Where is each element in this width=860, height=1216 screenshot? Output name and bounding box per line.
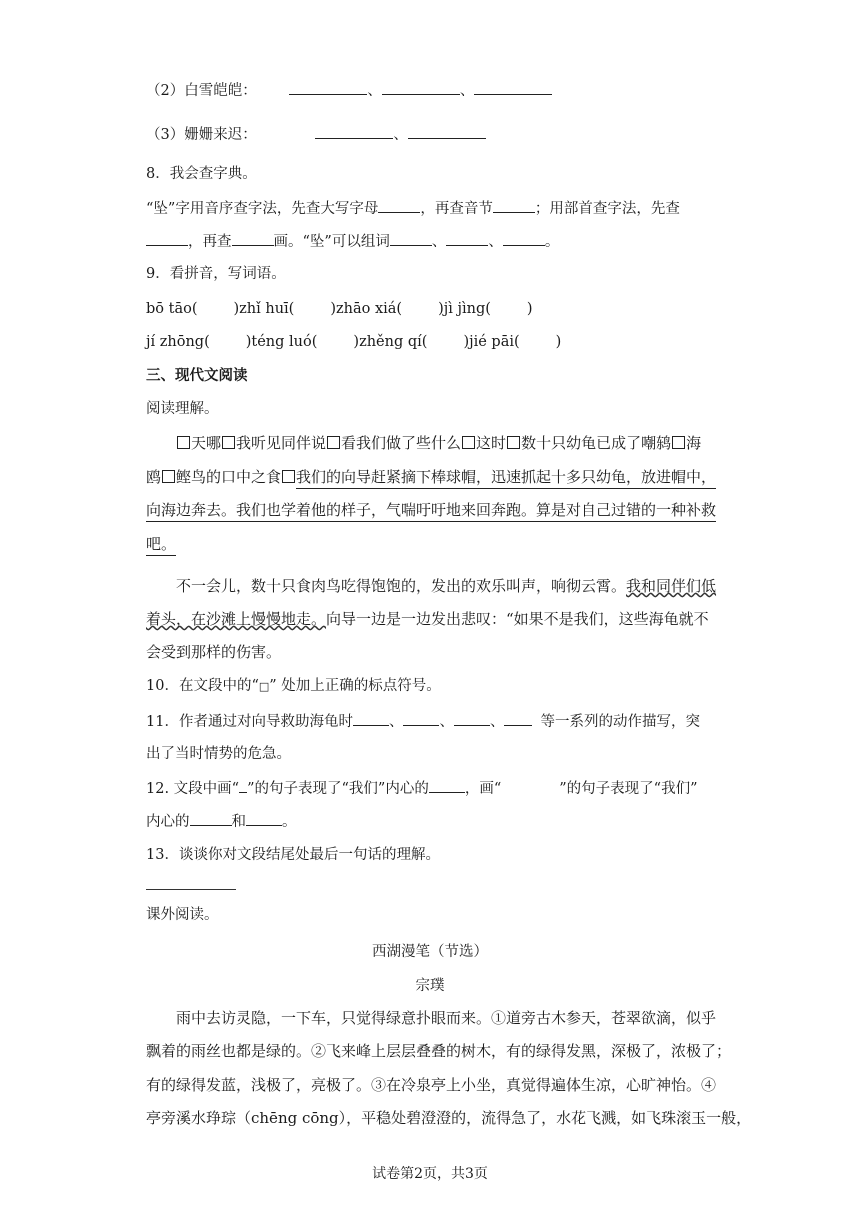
answer-blank	[378, 198, 420, 213]
q9-title: 9．看拼音，写词语。	[146, 266, 286, 282]
answer-blank	[429, 778, 465, 793]
q8-text: ，再查	[188, 234, 232, 250]
q8-text: ；用部首查字法，先查	[534, 201, 680, 217]
passage-line	[176, 576, 716, 596]
section-title: 三、现代文阅读	[146, 367, 248, 384]
punctuation-box	[177, 436, 190, 449]
q7-item-3-label: （3）姗姗来迟：	[146, 127, 257, 143]
passage-2-line: 有的绿得发蓝，浅极了，亮极了。③在冷泉亭上小坐，真觉得遍体生凉，心旷神怡。④	[146, 1076, 717, 1094]
passage-2-line: 飘着的雨丝也都是绿的。②飞来峰上层层叠叠的树木，有的绿得发黑，深极了，浓极了；	[146, 1042, 732, 1060]
pinyin-item: )jié pāi(	[463, 334, 520, 350]
passage-line	[146, 467, 716, 487]
answer-blank	[315, 124, 393, 139]
q11-text: 等一系列的动作描写，突	[540, 714, 700, 730]
separator: 、	[393, 127, 408, 143]
pinyin-item: )jì jìng(	[438, 301, 491, 317]
pinyin-item: )téng luó(	[245, 334, 318, 350]
pinyin-item: )zhěng qí(	[353, 334, 428, 350]
passage-text: 这时	[476, 434, 507, 452]
q9-pinyin-row-1	[146, 299, 533, 319]
passage-text: 看我们做了些什么	[341, 434, 462, 452]
pinyin-item: )zhǐ huī(	[233, 301, 295, 317]
separator: 、	[388, 714, 404, 730]
q12-text: 和	[231, 814, 246, 830]
q8-text: 。	[544, 234, 560, 250]
passage-text: 不一会儿，数十只食肉鸟吃得饱饱的，发出的欢乐叫声，响彻云霄。	[176, 577, 627, 595]
answer-blank	[493, 198, 535, 213]
q7-item-2	[146, 80, 552, 101]
punctuation-box	[222, 436, 235, 449]
answer-blank	[190, 811, 232, 826]
q12-text: 。	[282, 814, 297, 830]
q12-text: ”的句子表现了“我们”	[559, 781, 698, 797]
pinyin-item: bō tāo(	[146, 301, 198, 317]
q7-item-3	[146, 124, 486, 145]
punctuation-box	[507, 436, 520, 449]
passage-line: 会受到那样的伤害。	[146, 643, 282, 661]
q10	[146, 676, 441, 697]
answer-blank	[246, 811, 282, 826]
answer-blank	[474, 80, 552, 95]
underlined-sentence: 向海边奔去。我们也学着他的样子，气喘吁吁地来回奔跑。算是对自己过错的一种补救	[146, 501, 716, 522]
punctuation-box	[282, 470, 295, 483]
pinyin-item: )zhāo xiá(	[330, 301, 403, 317]
separator: 、	[459, 83, 475, 99]
straight-line-sample	[239, 778, 247, 793]
wavy-underlined-sentence: 着头，在沙滩上慢慢地走。	[146, 610, 327, 628]
q12-text: ，画“	[464, 781, 502, 797]
q10-text: 10．在文段中的“	[146, 678, 259, 694]
box-symbol: □	[258, 680, 270, 693]
q12-text: 12. 文段中画“	[146, 781, 240, 797]
wavy-underlined-sentence: 我和同伴们低	[626, 577, 717, 595]
passage-2-title: 西湖漫笔（节选）	[372, 944, 488, 960]
q11-line-2: 出了当时情势的危急。	[146, 746, 291, 762]
passage-2-author: 宗璞	[415, 978, 445, 994]
underlined-sentence: 吧。	[146, 535, 176, 556]
q12-line-2	[146, 811, 297, 832]
answer-blank	[390, 231, 432, 246]
answer-blank	[504, 711, 532, 726]
passage-text: 向导一边是一边发出悲叹：“如果不是我们，这些海龟就不	[326, 610, 709, 628]
pinyin-item: )	[526, 301, 533, 317]
q12-text: ”的句子表现了“我们”内心的	[247, 781, 429, 797]
wavy-line-sample	[501, 779, 559, 799]
punctuation-box	[672, 436, 685, 449]
q8-text: ，再查音节	[420, 201, 493, 217]
q8-text: 画。“坠”可以组词	[273, 234, 390, 250]
answer-blank	[503, 231, 545, 246]
answer-blank	[232, 231, 274, 246]
passage-line	[176, 433, 701, 453]
q13: 13．谈谈你对文段结尾处最后一句话的理解。	[146, 847, 440, 863]
passage-text: 海	[686, 434, 702, 452]
underlined-sentence: 我们的向导赶紧摘下棒球帽，迅速抓起十多只幼龟，放进帽中，	[296, 468, 716, 489]
answer-blank	[353, 711, 389, 726]
separator: 、	[431, 234, 447, 250]
answer-blank	[408, 124, 486, 139]
passage-text: 天哪	[191, 434, 222, 452]
passage-text: 鸥	[146, 468, 162, 486]
passage-text: 数十只幼龟已成了嘲鸫	[521, 434, 672, 452]
q12-line-1	[146, 778, 698, 799]
q12-text: 内心的	[146, 814, 190, 830]
separator: 、	[489, 714, 505, 730]
separator: 、	[367, 83, 382, 99]
q7-item-2-label: （2）白雪皑皑：	[146, 83, 257, 99]
q8-title: 8．我会查字典。	[146, 166, 257, 182]
passage-line	[146, 609, 709, 629]
passage-line	[146, 500, 716, 520]
q10-text: ” 处加上正确的标点符号。	[269, 678, 441, 694]
punctuation-box	[462, 436, 475, 449]
answer-blank	[146, 231, 188, 246]
answer-blank	[382, 80, 460, 95]
q11-line-1	[146, 711, 700, 732]
answer-line	[146, 889, 236, 890]
passage-2-line: 雨中去访灵隐，一下车，只觉得绿意扑眼而来。①道旁古木参天，苍翠欲滴，似乎	[176, 1009, 717, 1027]
answer-blank	[454, 711, 490, 726]
separator: 、	[439, 714, 454, 730]
passage-text: 我听见同伴说	[236, 434, 327, 452]
passage-2-line: 亭旁溪水琤琮（chēng cōng），平稳处碧澄澄的，流得急了，水花飞溅，如飞珠滚玉一般，	[146, 1109, 752, 1127]
q8-text: “坠”字用音序查字法，先查大写字母	[146, 201, 379, 217]
passage-text: 鲣鸟的口中之食	[176, 468, 282, 486]
q11-text: 11．作者通过对向导救助海龟时	[146, 714, 353, 730]
answer-blank	[446, 231, 488, 246]
pinyin-item: )	[555, 334, 562, 350]
punctuation-box	[162, 470, 175, 483]
q8-line-2	[146, 231, 559, 252]
punctuation-box	[327, 436, 340, 449]
answer-blank	[289, 80, 367, 95]
answer-blank	[403, 711, 439, 726]
q8-line-1	[146, 198, 680, 219]
pinyin-item: jí zhōng(	[146, 334, 210, 350]
extra-reading-title: 课外阅读。	[146, 907, 219, 923]
separator: 、	[488, 234, 503, 250]
passage-line	[146, 534, 176, 554]
page-number: 试卷第2页，共3页	[372, 1166, 488, 1182]
q9-pinyin-row-2	[146, 332, 561, 352]
section-subtitle: 阅读理解。	[146, 401, 219, 417]
